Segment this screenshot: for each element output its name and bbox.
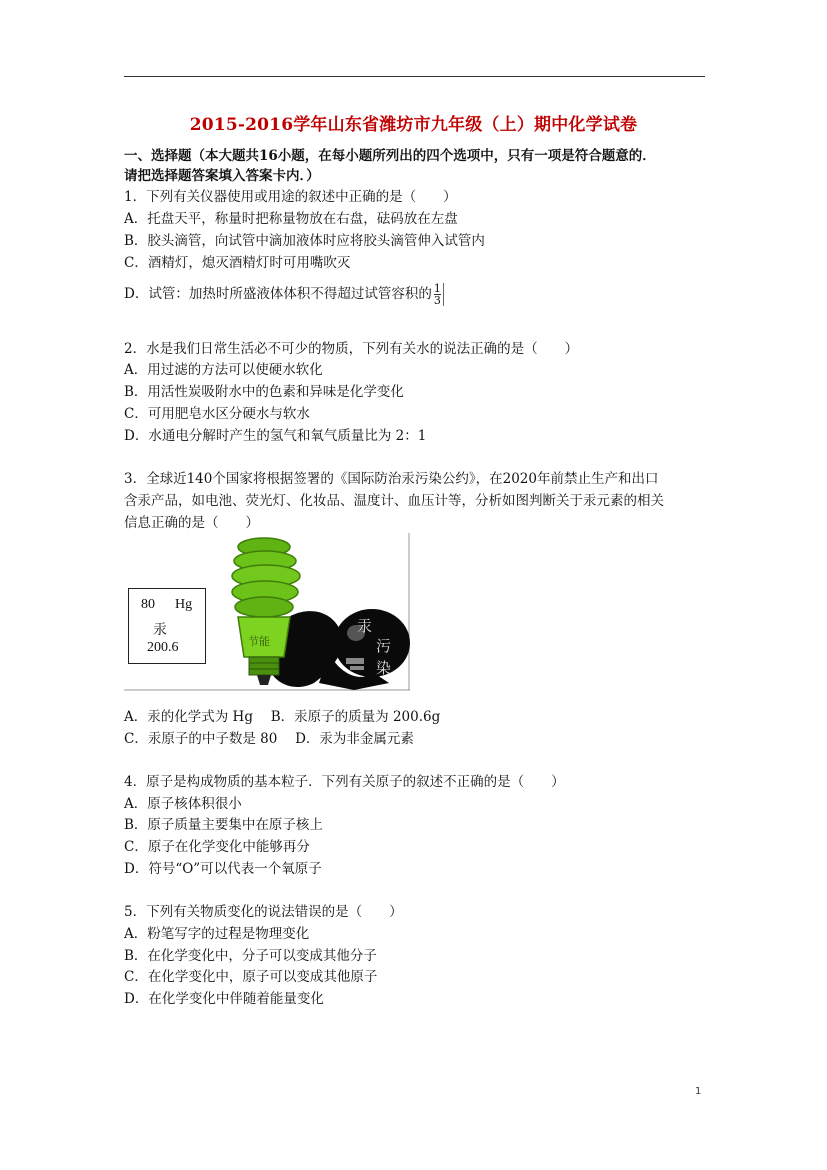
q5-option-b: B．在化学变化中，分子可以变成其他分子 [124,948,377,964]
q5-option-a: A．粉笔写字的过程是物理变化 [124,926,310,942]
mercury-element-card [128,588,206,664]
q1-option-c: C．酒精灯，熄灭酒精灯时可用嘴吹灭 [124,255,351,271]
element-symbol: Hg [175,597,193,612]
q3-options-cd: C．汞原子的中子数是 80 D．汞为非金属元素 [124,731,414,747]
exam-title: 2015-2016学年山东省潍坊市九年级（上）期中化学试卷 [189,115,638,135]
fraction-one-third [434,283,444,306]
q4-option-a: A．原子核体积很小 [124,796,242,812]
q1-option-d-text: D．试管：加热时所盛液体体积不得超过试管容积的 [124,286,432,302]
q1-option-a: A．托盘天平，称量时把称量物放在右盘，砝码放在左盘 [124,211,458,227]
q1-stem: 1．下列有关仪器使用或用途的叙述中正确的是（ ） [124,189,457,205]
q5-stem: 5．下列有关物质变化的说法错误的是（ ） [124,904,403,920]
q4-option-c: C．原子在化学变化中能够再分 [124,839,310,855]
pollution-skull-icon [269,609,410,690]
q2-option-c: C．可用肥皂水区分硬水与软水 [124,406,310,422]
section-heading-line1: 一、选择题（本大题共16小题，在每小题所列出的四个选项中，只有一项是符合题意的． [124,148,656,164]
atomic-mass: 200.6 [147,640,179,655]
fraction-denominator: 3 [433,294,441,307]
skull-text-1: 汞 [357,617,373,635]
q2-option-b: B．用活性炭吸附水中的色素和异味是化学变化 [124,384,404,400]
mercury-figure [124,533,410,691]
q3-stem-line1: 3．全球近140个国家将根据签署的《国际防治汞污染公约》，在2020年前禁止生产和出口 [124,471,659,487]
skull-text-2: 污 [376,637,392,655]
q2-option-d: D．水通电分解时产生的氢气和氧气质量比为 2：1 [124,428,427,444]
atomic-number: 80 [141,597,155,612]
element-name: 汞 [153,622,167,638]
page-number: 1 [695,1086,702,1097]
header-rule [124,76,705,77]
q2-stem: 2．水是我们日常生活必不可少的物质，下列有关水的说法正确的是（ ） [124,341,579,357]
fraction-numerator: 1 [433,282,441,295]
q4-option-b: B．原子质量主要集中在原子核上 [124,817,323,833]
q3-options-ab: A．汞的化学式为 Hg B．汞原子的质量为 200.6g [124,709,441,725]
q3-stem-line3: 信息正确的是（ ） [124,515,259,531]
q5-option-d: D．在化学变化中伴随着能量变化 [124,991,324,1007]
bulb-label: 节能 [248,635,270,648]
q4-stem: 4．原子是构成物质的基本粒子．下列有关原子的叙述不正确的是（ ） [124,774,565,790]
q4-option-d: D．符号“O”可以代表一个氧原子 [124,861,322,877]
skull-text-3: 染 [376,659,392,677]
section-heading-line2: 请把选择题答案填入答案卡内．） [124,168,320,184]
q1-option-d [124,283,444,306]
q3-stem-line2: 含汞产品，如电池、荧光灯、化妆品、温度计、血压计等，分析如图判断关于汞元素的相关 [124,493,664,509]
q2-option-a: A．用过滤的方法可以使硬水软化 [124,362,323,378]
q1-option-b: B．胶头滴管，向试管中滴加液体时应将胶头滴管伸入试管内 [124,233,485,249]
q5-option-c: C．在化学变化中，原子可以变成其他原子 [124,969,378,985]
